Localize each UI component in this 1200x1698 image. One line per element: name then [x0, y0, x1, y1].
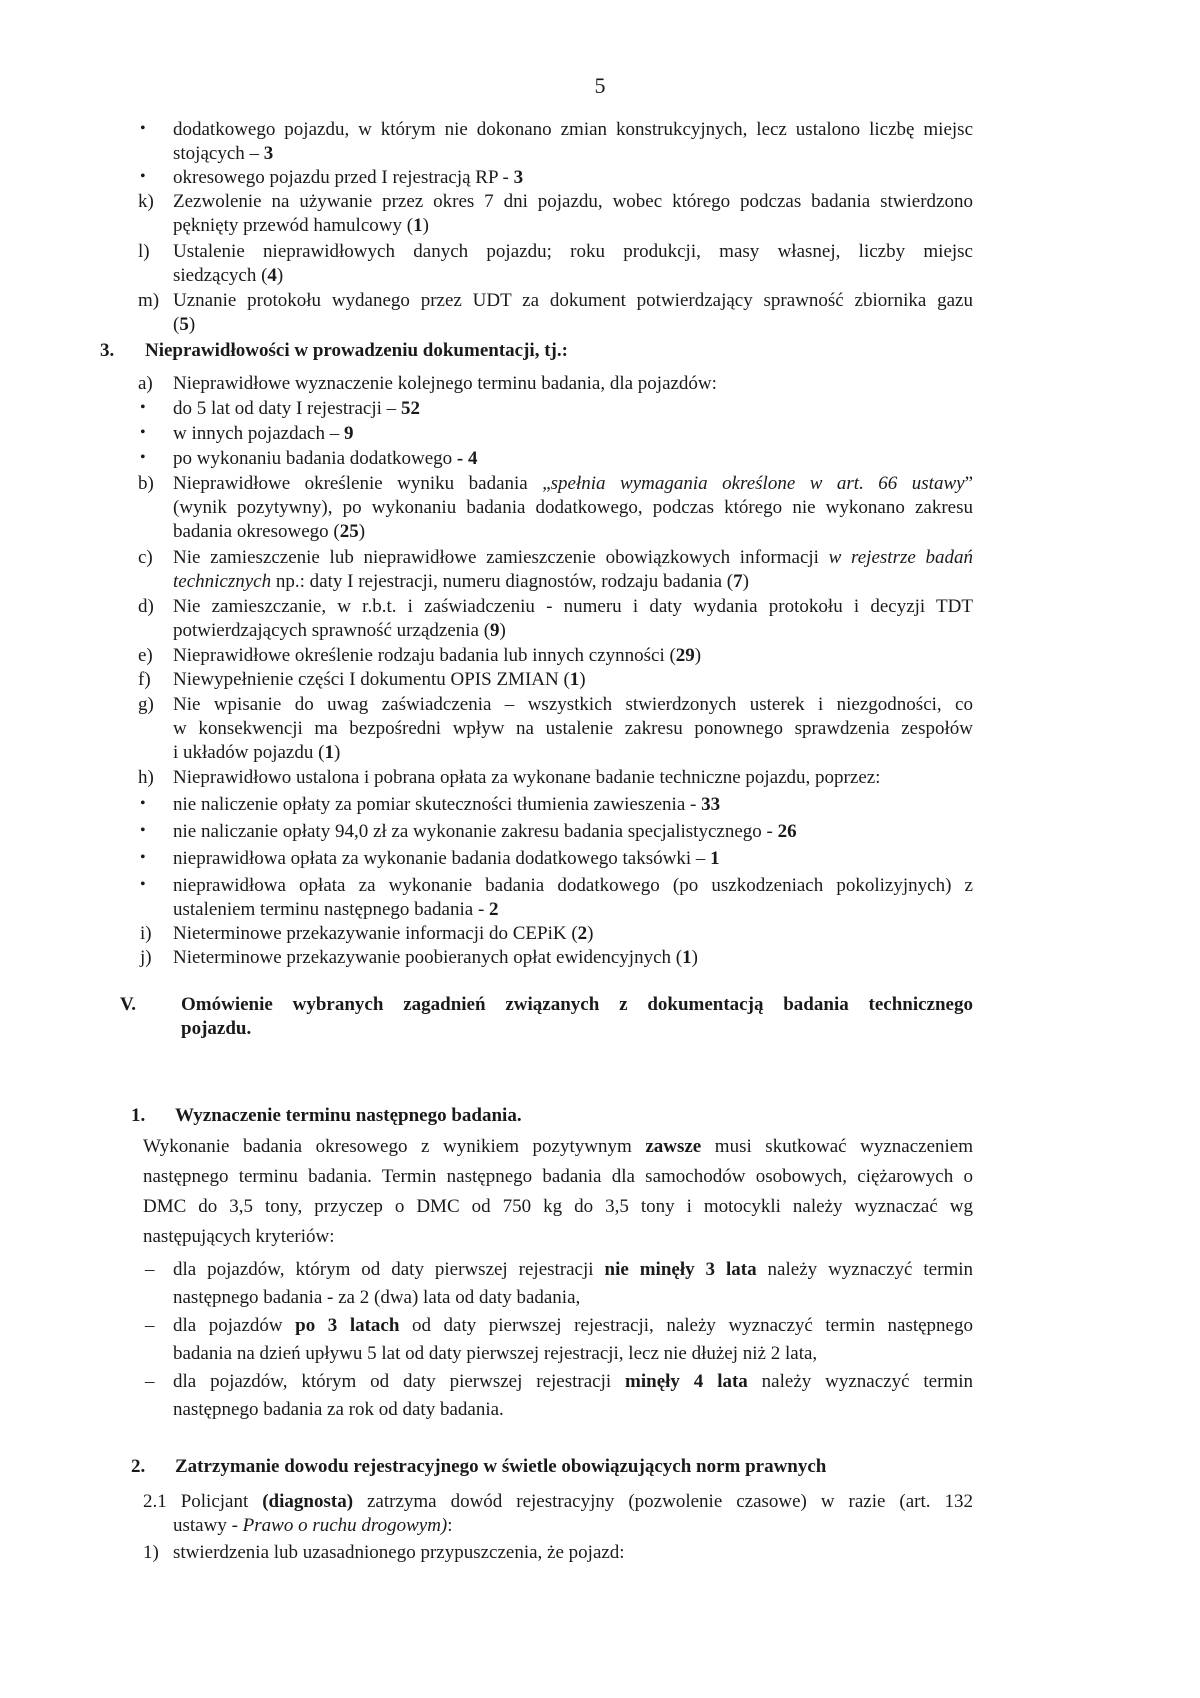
chapter-heading: pojazdu. [181, 1018, 252, 1039]
list-item: Nieterminowe przekazywanie poobieranych opłat ewidencyjnych (1) [173, 947, 698, 968]
list-item: Nieterminowe przekazywanie informacji do CEPiK (2) [173, 923, 594, 944]
list-item: Niewypełnienie części I dokumentu OPIS ZMIAN (1) [173, 669, 586, 690]
item-marker: d) [138, 596, 154, 617]
item-marker: a) [138, 373, 153, 394]
item-marker: h) [138, 767, 154, 788]
section-heading: Nieprawidłowości w prowadzeniu dokumentacji, tj.: [145, 340, 568, 361]
item-marker: f) [138, 669, 151, 690]
list-item: pęknięty przewód hamulcowy (1) [173, 215, 429, 236]
list-item: badania okresowego (25) [173, 521, 366, 542]
list-item: okresowego pojazdu przed I rejestracją RP - 3 [173, 167, 524, 188]
bullet-icon: • [140, 795, 146, 812]
bullet-icon: • [140, 399, 146, 416]
dash-icon: – [145, 1371, 155, 1392]
list-item: dla pojazdów po 3 latach od daty pierwszej rejestracji, należy wyznaczyć termin następnego [173, 1315, 973, 1336]
list-item: nie naliczanie opłaty 94,0 zł za wykonanie zakresu badania specjalistycznego - 26 [173, 821, 797, 842]
dash-icon: – [145, 1315, 155, 1336]
list-item: Nieprawidłowo ustalona i pobrana opłata za wykonane badanie techniczne pojazdu, poprzez: [173, 767, 881, 788]
list-item: po wykonaniu badania dodatkowego - 4 [173, 448, 478, 469]
list-item: (wynik pozytywny), po wykonaniu badania dodatkowego, podczas którego nie wykonano zakresu [173, 497, 973, 518]
item-marker: b) [138, 473, 154, 494]
list-item: w konsekwencji ma bezpośredni wpływ na ustalenie zakresu ponownego sprawdzenia zespołów [173, 718, 973, 739]
page-number: 5 [594, 73, 606, 98]
bullet-icon: • [140, 449, 146, 466]
list-item: Uznanie protokołu wydanego przez UDT za dokument potwierdzający sprawność zbiornika gazu [173, 290, 973, 311]
bullet-icon: • [140, 822, 146, 839]
list-item: stojących – 3 [173, 143, 274, 164]
list-item: Nie zamieszczenie lub nieprawidłowe zamieszczenie obowiązkowych informacji w rejestrze badań [173, 547, 973, 568]
item-marker: m) [138, 290, 160, 311]
item-marker: i) [140, 923, 152, 944]
paragraph: DMC do 3,5 tony, przyczep o DMC od 750 kg do 3,5 tony i motocykli należy wyznaczać wg [143, 1196, 973, 1217]
subsection-heading: Wyznaczenie terminu następnego badania. [175, 1105, 522, 1126]
bullet-icon: • [140, 120, 146, 137]
list-item: Ustalenie nieprawidłowych danych pojazdu; roku produkcji, masy własnej, liczby miejsc [173, 241, 973, 262]
paragraph: następnego terminu badania. Termin następnego badania dla samochodów osobowych, ciężarowych o [143, 1166, 973, 1187]
list-item: nieprawidłowa opłata za wykonanie badania dodatkowego taksówki – 1 [173, 848, 720, 869]
list-item: stwierdzenia lub uzasadnionego przypuszczenia, że pojazd: [173, 1542, 625, 1563]
bullet-icon: • [140, 168, 146, 185]
list-item: potwierdzających sprawność urządzenia (9) [173, 620, 506, 641]
list-item: Zezwolenie na używanie przez okres 7 dni pojazdu, wobec którego podczas badania stwierdzono [173, 191, 973, 212]
section-number: 3. [100, 340, 115, 361]
bullet-icon: • [140, 876, 146, 893]
list-item: następnego badania - za 2 (dwa) lata od daty badania, [173, 1287, 581, 1308]
list-item: nieprawidłowa opłata za wykonanie badania dodatkowego (po uszkodzeniach pokolizyjnych) z [173, 875, 973, 896]
list-item: dla pojazdów, którym od daty pierwszej rejestracji nie minęły 3 lata należy wyznaczyć termin [173, 1259, 974, 1280]
chapter-number: V. [120, 994, 137, 1015]
paragraph: Wykonanie badania okresowego z wynikiem pozytywnym zawsze musi skutkować wyznaczeniem [143, 1136, 973, 1157]
list-item: następnego badania za rok od daty badania. [173, 1399, 504, 1420]
list-item: Nie zamieszczanie, w r.b.t. i zaświadczeniu - numeru i daty wydania protokołu i decyzji TDT [173, 596, 973, 617]
bullet-icon: • [140, 849, 146, 866]
paragraph: następujących kryteriów: [143, 1226, 335, 1247]
paragraph: ustawy - Prawo o ruchu drogowym): [173, 1515, 453, 1536]
paragraph: 2.1 Policjant (diagnosta) zatrzyma dowód rejestracyjny (pozwolenie czasowe) w razie (art. 132 [143, 1491, 973, 1512]
chapter-heading: Omówienie wybranych zagadnień związanych z dokumentacją badania technicznego [181, 994, 973, 1015]
item-marker: 1) [143, 1542, 159, 1563]
list-item: Nie wpisanie do uwag zaświadczenia – wszystkich stwierdzonych usterek i niezgodności, co [173, 694, 973, 715]
item-marker: c) [138, 547, 153, 568]
list-item: Nieprawidłowe wyznaczenie kolejnego terminu badania, dla pojazdów: [173, 373, 717, 394]
list-item: Nieprawidłowe określenie wyniku badania „spełnia wymagania określone w art. 66 ustawy” [173, 473, 974, 494]
list-item: Nieprawidłowe określenie rodzaju badania lub innych czynności (29) [173, 645, 702, 666]
list-item: dodatkowego pojazdu, w którym nie dokonano zmian konstrukcyjnych, lecz ustalono liczbę miejsc [173, 119, 973, 140]
item-marker: k) [138, 191, 154, 212]
list-item: technicznych np.: daty I rejestracji, numeru diagnostów, rodzaju badania (7) [173, 571, 749, 592]
item-marker: j) [140, 947, 152, 968]
item-marker: e) [138, 645, 153, 666]
list-item: nie naliczenie opłaty za pomiar skuteczności tłumienia zawieszenia - 33 [173, 794, 721, 815]
item-marker: g) [138, 694, 154, 715]
list-item: siedzących (4) [173, 265, 284, 286]
subsection-heading: Zatrzymanie dowodu rejestracyjnego w świetle obowiązujących norm prawnych [175, 1456, 827, 1477]
list-item: i układów pojazdu (1) [173, 742, 341, 763]
subsection-number: 1. [131, 1105, 146, 1126]
list-item: (5) [173, 314, 196, 335]
item-marker: l) [138, 241, 150, 262]
list-item: w innych pojazdach – 9 [173, 423, 354, 444]
list-item: do 5 lat od daty I rejestracji – 52 [173, 398, 420, 419]
subsection-number: 2. [131, 1456, 146, 1477]
bullet-icon: • [140, 424, 146, 441]
list-item: ustaleniem terminu następnego badania - 2 [173, 899, 499, 920]
list-item: dla pojazdów, którym od daty pierwszej rejestracji minęły 4 lata należy wyznaczyć termin [173, 1371, 973, 1392]
dash-icon: – [145, 1259, 155, 1280]
list-item: badania na dzień upływu 5 lat od daty pierwszej rejestracji, lecz nie dłużej niż 2 lata, [173, 1343, 818, 1364]
